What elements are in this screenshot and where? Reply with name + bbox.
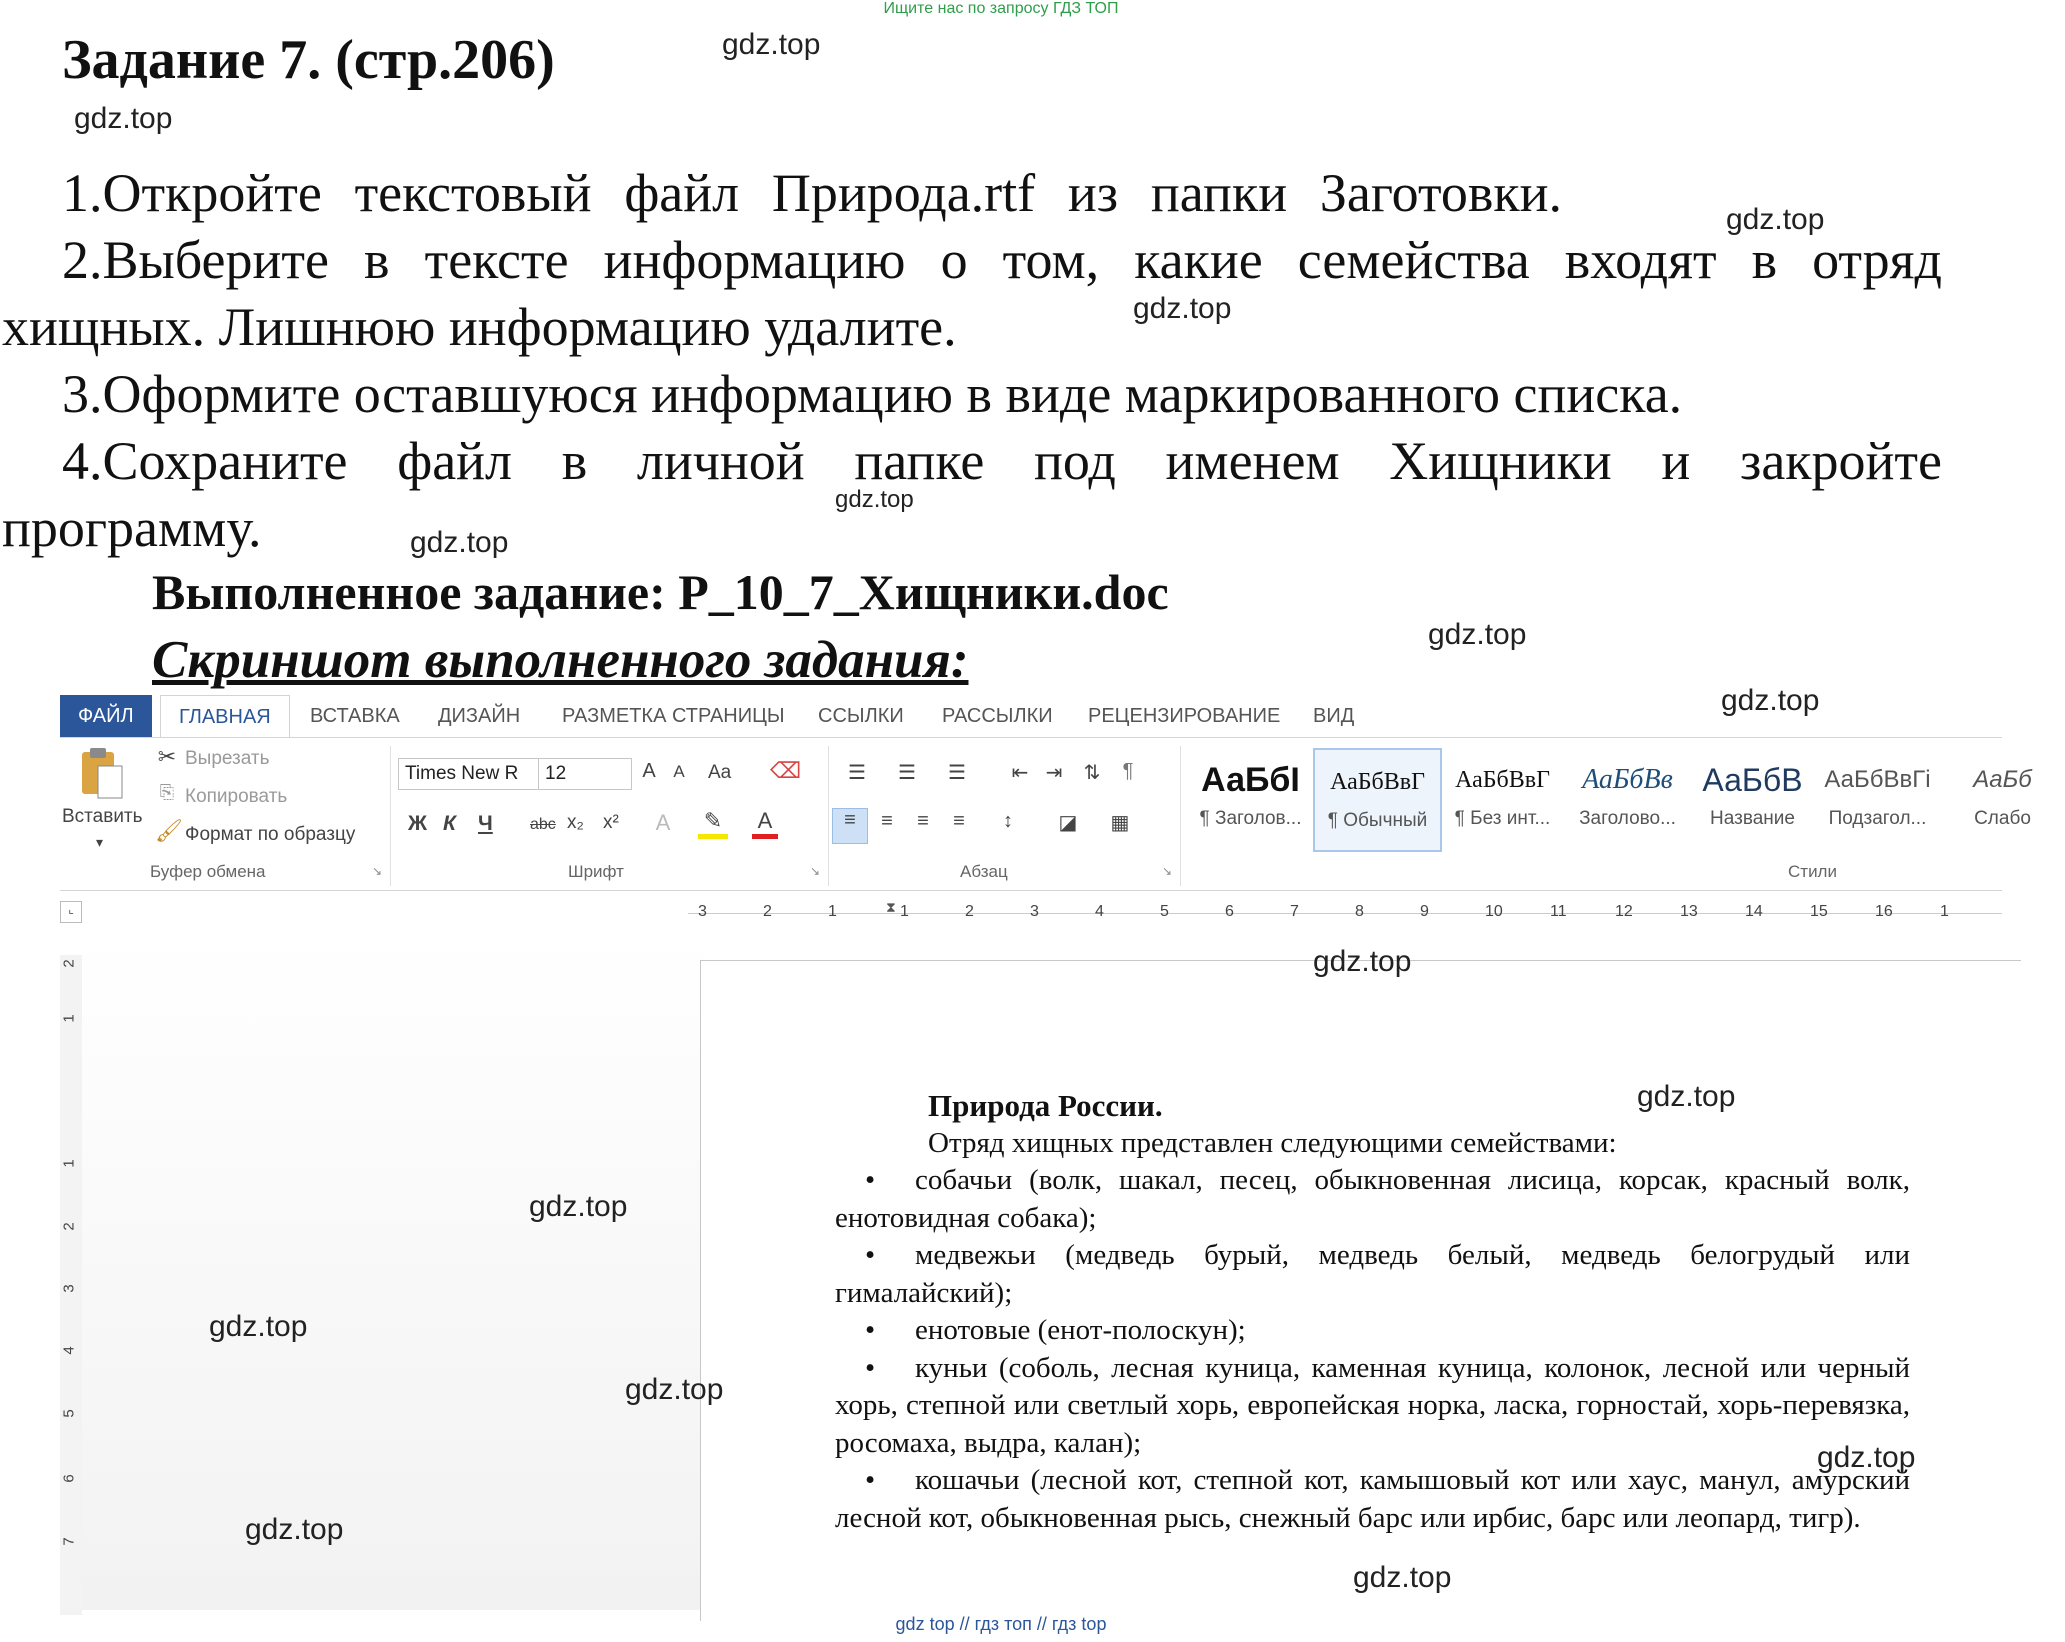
ruler-number: 14 bbox=[1745, 903, 1763, 920]
tab-file[interactable]: ФАЙЛ bbox=[60, 695, 152, 737]
ruler-number: 1 bbox=[1940, 903, 1949, 920]
horizontal-ruler[interactable] bbox=[60, 899, 2002, 929]
separator bbox=[390, 746, 391, 886]
style-sample: АаБбВв bbox=[1582, 764, 1673, 795]
bullets-icon[interactable]: ☰ bbox=[848, 762, 866, 784]
ruler-number: 12 bbox=[1615, 903, 1633, 920]
bullet-icon: • bbox=[865, 1351, 876, 1384]
align-right-icon[interactable]: ≡ bbox=[917, 810, 929, 832]
increase-indent-icon[interactable]: ⇥ bbox=[1045, 762, 1063, 784]
tab-view[interactable]: ВИД bbox=[1313, 705, 1355, 727]
ruler-number: 7 bbox=[1290, 903, 1299, 920]
bullet-icon: • bbox=[865, 1464, 876, 1496]
paragraph-group-label: Абзац bbox=[960, 862, 1008, 881]
style-name: ¶ Обычный bbox=[1327, 810, 1428, 831]
clear-format-icon[interactable]: ⌫ bbox=[770, 758, 802, 783]
watermark: gdz.top bbox=[1313, 945, 1412, 978]
style-sample: АаБбВ bbox=[1702, 762, 1803, 798]
style-subtitle[interactable] bbox=[1815, 748, 1940, 848]
ruler-number: 8 bbox=[1355, 903, 1364, 920]
page-title: Задание 7. (стр.206) bbox=[62, 29, 555, 91]
watermark: gdz.top bbox=[209, 1310, 308, 1343]
style-subtle[interactable] bbox=[1940, 748, 2065, 848]
bold-button[interactable]: Ж bbox=[408, 812, 427, 835]
subscript-button[interactable]: x₂ bbox=[567, 812, 584, 833]
style-no-spacing[interactable] bbox=[1440, 748, 1565, 848]
underline-button[interactable]: Ч bbox=[478, 812, 493, 835]
multilevel-list-icon[interactable]: ☰ bbox=[948, 762, 966, 784]
watermark: gdz.top bbox=[722, 28, 821, 61]
ruler-number: 6 bbox=[60, 1474, 78, 1483]
paste-icon[interactable] bbox=[74, 746, 128, 804]
shrink-font-icon[interactable]: A bbox=[673, 762, 685, 781]
list-item bbox=[835, 1237, 1910, 1312]
separator bbox=[1180, 746, 1181, 886]
copy-icon: ⎘ bbox=[159, 782, 175, 802]
ribbon bbox=[60, 737, 2032, 891]
copy-button[interactable]: Копировать bbox=[185, 786, 288, 807]
style-name: Название bbox=[1710, 808, 1795, 829]
font-name-select[interactable]: Times New R bbox=[398, 758, 542, 790]
format-painter-button[interactable]: Формат по образцу bbox=[185, 824, 356, 845]
superscript-button[interactable]: x² bbox=[603, 812, 619, 833]
list-item bbox=[835, 1162, 1910, 1237]
list-item-text: куньи (соболь, лесная куница, каменная куница, колонок, лесной или черный хорь, степной или светлый хорь, европейская норка, ласка, горностай, хорь-перевязка, росомаха, выдра, калан); bbox=[835, 1351, 1910, 1459]
watermark: gdz.top bbox=[1726, 203, 1825, 236]
tab-insert[interactable]: ВСТАВКА bbox=[310, 705, 400, 727]
style-sample: АаБбІ bbox=[1201, 761, 1300, 799]
ruler-number: 1 bbox=[828, 903, 837, 920]
clipboard-group-label: Буфер обмена bbox=[150, 862, 266, 881]
watermark: gdz.top bbox=[410, 526, 509, 559]
ruler-number: 11 bbox=[1550, 903, 1567, 920]
highlight-icon[interactable]: ✎ bbox=[698, 808, 728, 839]
ruler-number: 7 bbox=[60, 1537, 78, 1546]
document-text[interactable] bbox=[835, 1087, 1910, 1537]
watermark: gdz.top bbox=[245, 1513, 344, 1546]
task-4-cont: программу. bbox=[2, 498, 262, 558]
ruler-number: 13 bbox=[1680, 903, 1698, 920]
ruler-number: 5 bbox=[60, 1409, 78, 1418]
task-1: 1.Откройте текстовый файл Природа.rtf из папки Заготовки. bbox=[62, 163, 1562, 223]
document-heading: Природа России. bbox=[928, 1088, 1163, 1123]
style-normal[interactable] bbox=[1313, 748, 1442, 852]
ruler-number: 5 bbox=[1160, 903, 1169, 920]
watermark: gdz.top bbox=[835, 486, 914, 513]
style-title[interactable] bbox=[1690, 748, 1815, 848]
list-item bbox=[835, 1462, 1910, 1537]
paste-button[interactable]: Вставить bbox=[62, 806, 143, 827]
screenshot-title: Скриншот выполненного задания: bbox=[152, 631, 969, 689]
task-2: 2.Выберите в тексте информацию о том, какие семейства входят в отряд bbox=[62, 230, 1942, 290]
align-left-icon[interactable]: ≡ bbox=[832, 808, 868, 844]
ruler-number: 2 bbox=[60, 1222, 78, 1231]
style-name: ¶ Заголов... bbox=[1199, 808, 1302, 829]
ruler-number: 15 bbox=[1810, 903, 1828, 920]
ruler-number: 2 bbox=[965, 903, 974, 920]
tab-design[interactable]: ДИЗАЙН bbox=[438, 705, 521, 727]
numbering-icon[interactable]: ☰ bbox=[898, 762, 916, 784]
ruler-number: 10 bbox=[1485, 903, 1503, 920]
styles-group-label: Стили bbox=[1788, 862, 1837, 881]
ruler-number: 1 bbox=[900, 903, 909, 920]
style-sample: АаБбВвГі bbox=[1824, 766, 1931, 793]
decrease-indent-icon[interactable]: ⇤ bbox=[1011, 762, 1029, 784]
ruler-number: 1 bbox=[60, 1014, 78, 1023]
change-case-button[interactable]: Aa bbox=[708, 762, 732, 783]
strikethrough-button[interactable]: abc bbox=[530, 816, 556, 833]
paste-chevron-icon[interactable]: ▾ bbox=[96, 834, 104, 850]
document-intro: Отряд хищных представлен следующими семействами: bbox=[928, 1126, 1617, 1159]
list-item bbox=[835, 1312, 1910, 1350]
style-name: Подзагол... bbox=[1828, 808, 1927, 829]
ruler-number: 16 bbox=[1875, 903, 1893, 920]
pilcrow-icon[interactable]: ¶ bbox=[1122, 760, 1134, 782]
sort-icon[interactable]: ⇅ bbox=[1083, 762, 1101, 784]
align-center-icon[interactable]: ≡ bbox=[881, 810, 893, 832]
style-heading1[interactable] bbox=[1188, 748, 1313, 848]
ruler-number: 6 bbox=[1225, 903, 1234, 920]
ruler-number: 4 bbox=[60, 1346, 78, 1355]
canvas-background bbox=[82, 933, 702, 1610]
font-color-icon[interactable]: A bbox=[752, 808, 778, 839]
watermark: gdz.top bbox=[1353, 1561, 1452, 1594]
task-4: 4.Сохраните файл в личной папке под именем Хищники и закройте bbox=[62, 431, 1942, 491]
cut-button[interactable]: Вырезать bbox=[185, 748, 270, 769]
italic-button[interactable]: К bbox=[443, 812, 456, 835]
task-3: 3.Оформите оставшуюся информацию в виде маркированного списка. bbox=[62, 364, 1683, 424]
shading-icon[interactable]: ◪ bbox=[1058, 812, 1078, 834]
watermark: gdz.top bbox=[529, 1190, 628, 1223]
style-sample: АаБбВвГ bbox=[1330, 769, 1425, 795]
watermark: gdz.top bbox=[1721, 684, 1820, 717]
scissors-icon: ✂ bbox=[157, 744, 177, 769]
justify-icon[interactable]: ≡ bbox=[953, 810, 965, 832]
ruler-number: 3 bbox=[698, 903, 707, 920]
ruler-number: 9 bbox=[1420, 903, 1429, 920]
ruler-number: 1 bbox=[60, 1159, 78, 1168]
watermark: gdz.top bbox=[1428, 618, 1527, 651]
bullet-icon: • bbox=[865, 1239, 876, 1271]
bullet-icon: • bbox=[865, 1314, 876, 1346]
paragraph-launcher-icon[interactable]: ↘ bbox=[1161, 864, 1173, 878]
borders-icon[interactable]: ▦ bbox=[1110, 812, 1130, 834]
tab-references[interactable]: ССЫЛКИ bbox=[818, 705, 904, 727]
font-size-select[interactable]: 12 bbox=[538, 758, 632, 790]
style-name: ¶ Без инт... bbox=[1454, 808, 1551, 829]
clipboard-launcher-icon[interactable]: ↘ bbox=[371, 864, 383, 878]
watermark: gdz.top bbox=[1637, 1080, 1736, 1113]
ruler-number: 2 bbox=[763, 903, 772, 920]
text-effects-icon[interactable]: A bbox=[655, 810, 671, 835]
style-sample: АаБбВвГ bbox=[1455, 767, 1550, 793]
list-item-text: медвежьи (медведь бурый, медведь белый, медведь белогрудый или гималайский); bbox=[835, 1239, 1910, 1309]
grow-font-icon[interactable]: A bbox=[642, 760, 656, 782]
list-item-text: собачьи (волк, шакал, песец, обыкновенная лисица, корсак, красный волк, енотовидная собака); bbox=[835, 1164, 1910, 1234]
tab-layout[interactable]: РАЗМЕТКА СТРАНИЦЫ bbox=[562, 705, 785, 727]
tab-home[interactable]: ГЛАВНАЯ bbox=[160, 695, 290, 738]
ruler-number: 2 bbox=[60, 959, 78, 968]
tab-selector-icon[interactable]: ⌞ bbox=[60, 901, 82, 923]
tab-review[interactable]: РЕЦЕНЗИРОВАНИЕ bbox=[1088, 705, 1281, 727]
indent-marker-icon[interactable]: ⧗ bbox=[886, 899, 896, 915]
task-2-cont: хищных. Лишнюю информацию удалите. bbox=[2, 297, 957, 357]
watermark: gdz.top bbox=[1133, 292, 1232, 325]
style-heading2[interactable] bbox=[1565, 748, 1690, 848]
list-item-text: енотовые (енот-полоскун); bbox=[915, 1314, 1246, 1346]
format-painter-icon: 🖌 bbox=[155, 818, 183, 843]
vertical-ruler[interactable] bbox=[60, 955, 82, 1615]
separator bbox=[828, 746, 829, 886]
font-group-label: Шрифт bbox=[568, 862, 624, 881]
ruler-number: 3 bbox=[1030, 903, 1039, 920]
footer-note: gdz top // гдз топ // гдз top bbox=[895, 1614, 1107, 1634]
done-title: Выполненное задание: Р_10_7_Хищники.doc bbox=[152, 564, 1169, 620]
watermark: gdz.top bbox=[74, 102, 173, 135]
bullet-icon: • bbox=[865, 1164, 876, 1196]
ruler-number: 3 bbox=[60, 1284, 78, 1293]
style-sample: АаБб bbox=[1973, 766, 2032, 793]
font-launcher-icon[interactable]: ↘ bbox=[809, 864, 821, 878]
tab-mailings[interactable]: РАССЫЛКИ bbox=[942, 705, 1053, 727]
ruler-number: 4 bbox=[1095, 903, 1104, 920]
style-name: Слабо bbox=[1974, 808, 2031, 829]
list-item bbox=[835, 1350, 1910, 1463]
watermark: gdz.top bbox=[1817, 1441, 1916, 1474]
watermark: gdz.top bbox=[625, 1373, 724, 1406]
line-spacing-icon[interactable]: ↕ bbox=[1003, 810, 1013, 832]
style-name: Заголово... bbox=[1579, 808, 1676, 829]
list-item-text: кошачьи (лесной кот, степной кот, камышовый кот или хаус, манул, амурский лесной кот, обыкновенная рысь, снежный барс или ирбис, барс или леопард, тигр). bbox=[835, 1464, 1910, 1534]
ribbon-tabs bbox=[60, 695, 2002, 737]
top-note: Ищите нас по запросу ГДЗ ТОП bbox=[883, 0, 1119, 17]
